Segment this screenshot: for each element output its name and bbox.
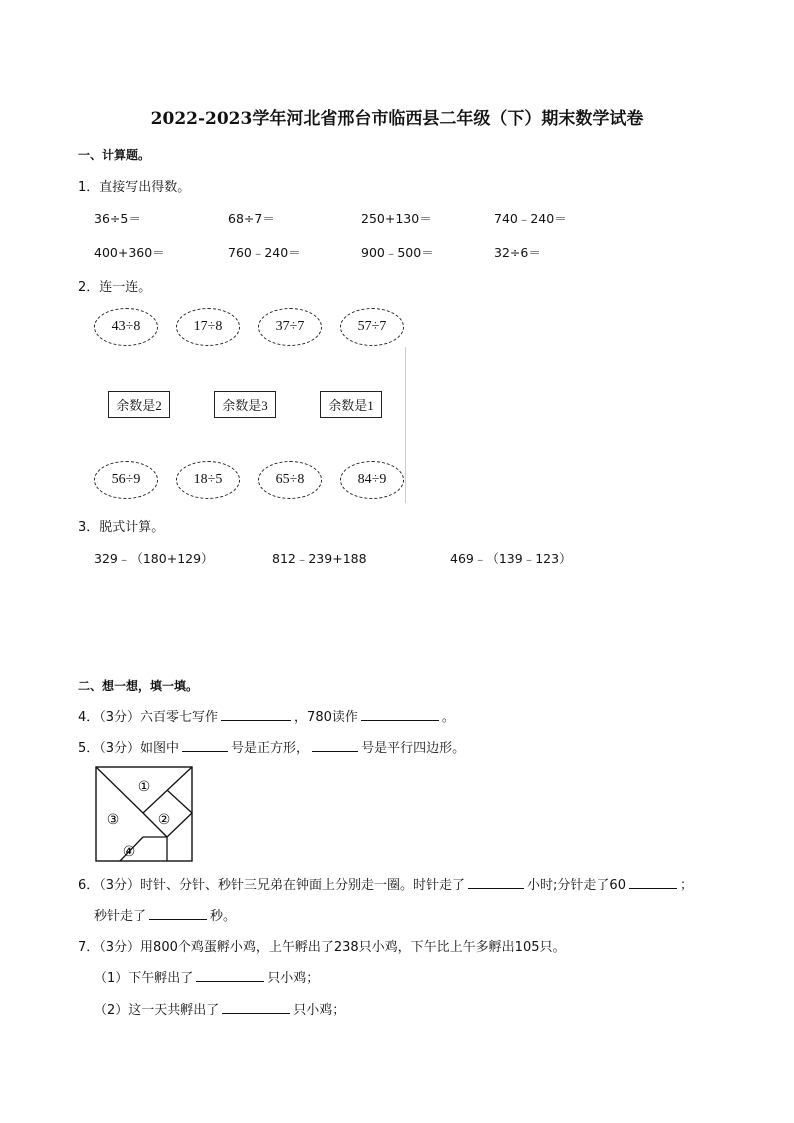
q7-part: （1）下午孵出了 [94, 971, 194, 986]
q5-part: 号是平行四边形。 [361, 741, 466, 756]
top-oval[interactable]: 17÷8 [176, 308, 240, 346]
q3-label: 3．脱式计算。 [78, 520, 165, 535]
top-oval[interactable]: 43÷8 [94, 308, 158, 346]
q1-label: 1．直接写出得数。 [78, 180, 191, 195]
q4-text [78, 706, 455, 725]
q1-item: 250+130＝ [361, 211, 432, 226]
top-oval[interactable]: 57÷7 [340, 308, 404, 346]
tangram-figure [95, 766, 193, 862]
q6-part: 小时;分针走了60 [527, 878, 626, 893]
label-1: ① [137, 779, 151, 795]
q6-part: 6．（3分）时针、分针、秒针三兄弟在钟面上分别走一圈。时针走了 [78, 878, 466, 893]
label-4: ④ [122, 844, 136, 860]
q1-item: 32÷6＝ [494, 245, 541, 260]
q4-part: 。 [441, 710, 455, 725]
q1-item: 36÷5＝ [94, 211, 141, 226]
q7-part: （2）这一天共孵出了 [94, 1003, 220, 1018]
q6-part: 秒针走了 [94, 909, 147, 924]
q3-item: 469﹣（139﹣123） [450, 551, 572, 566]
q6-text [78, 874, 693, 893]
bottom-oval[interactable]: 56÷9 [94, 461, 158, 499]
q3-item: 812﹣239+188 [272, 551, 367, 566]
page-title: 2022-2023学年河北省邢台市临西县二年级（下）期末数学试卷 [150, 109, 644, 129]
answer-blank[interactable] [149, 907, 207, 920]
q1-item: 400+360＝ [94, 245, 165, 260]
answer-blank[interactable] [361, 708, 439, 721]
top-oval[interactable]: 37÷7 [258, 308, 322, 346]
q7-text: 7．（3分）用800个鸡蛋孵小鸡，上午孵出了238只小鸡，下午比上午多孵出105只。 [78, 940, 566, 955]
q1-item: 900﹣500＝ [361, 245, 434, 260]
q6-part: ； [679, 878, 693, 893]
answer-blank[interactable] [182, 739, 228, 752]
q5-part: 号是正方形， [231, 741, 310, 756]
q4-part: 4．（3分）六百零七写作 [78, 710, 219, 725]
answer-blank[interactable] [468, 876, 524, 889]
answer-blank[interactable] [312, 739, 358, 752]
q1-item: 68÷7＝ [228, 211, 275, 226]
tangram-line [167, 790, 192, 813]
q2-label: 2．连一连。 [78, 280, 152, 295]
q5-text [78, 737, 465, 756]
answer-blank[interactable] [222, 1001, 290, 1014]
q1-item: 760﹣240＝ [228, 245, 301, 260]
bottom-oval[interactable]: 84÷9 [340, 461, 404, 499]
remainder-box[interactable]: 余数是1 [320, 391, 382, 418]
bottom-oval[interactable]: 18÷5 [176, 461, 240, 499]
q6-part: 秒。 [210, 909, 237, 924]
section-2-heading: 二、想一想，填一填。 [78, 679, 199, 693]
q5-part: 5．（3分）如图中 [78, 741, 180, 756]
divider-line [405, 347, 406, 503]
q6-text-line2 [94, 905, 236, 924]
answer-blank[interactable] [221, 708, 291, 721]
remainder-box[interactable]: 余数是3 [214, 391, 276, 418]
label-3: ③ [106, 812, 120, 828]
q7-sub2 [94, 999, 345, 1018]
label-2: ② [157, 812, 171, 828]
q7-part: 只小鸡； [267, 971, 320, 986]
q4-part: ，780读作 [294, 710, 358, 725]
q7-part: 只小鸡； [293, 1003, 346, 1018]
q3-item: 329﹣（180+129） [94, 551, 214, 566]
answer-blank[interactable] [629, 876, 677, 889]
answer-blank[interactable] [196, 969, 264, 982]
q1-item: 740﹣240＝ [494, 211, 567, 226]
tangram-line [96, 767, 143, 813]
remainder-box[interactable]: 余数是2 [108, 391, 170, 418]
tangram-line [167, 813, 192, 837]
section-1-heading: 一、计算题。 [78, 148, 151, 162]
bottom-oval[interactable]: 65÷8 [258, 461, 322, 499]
q7-sub1 [94, 967, 319, 986]
